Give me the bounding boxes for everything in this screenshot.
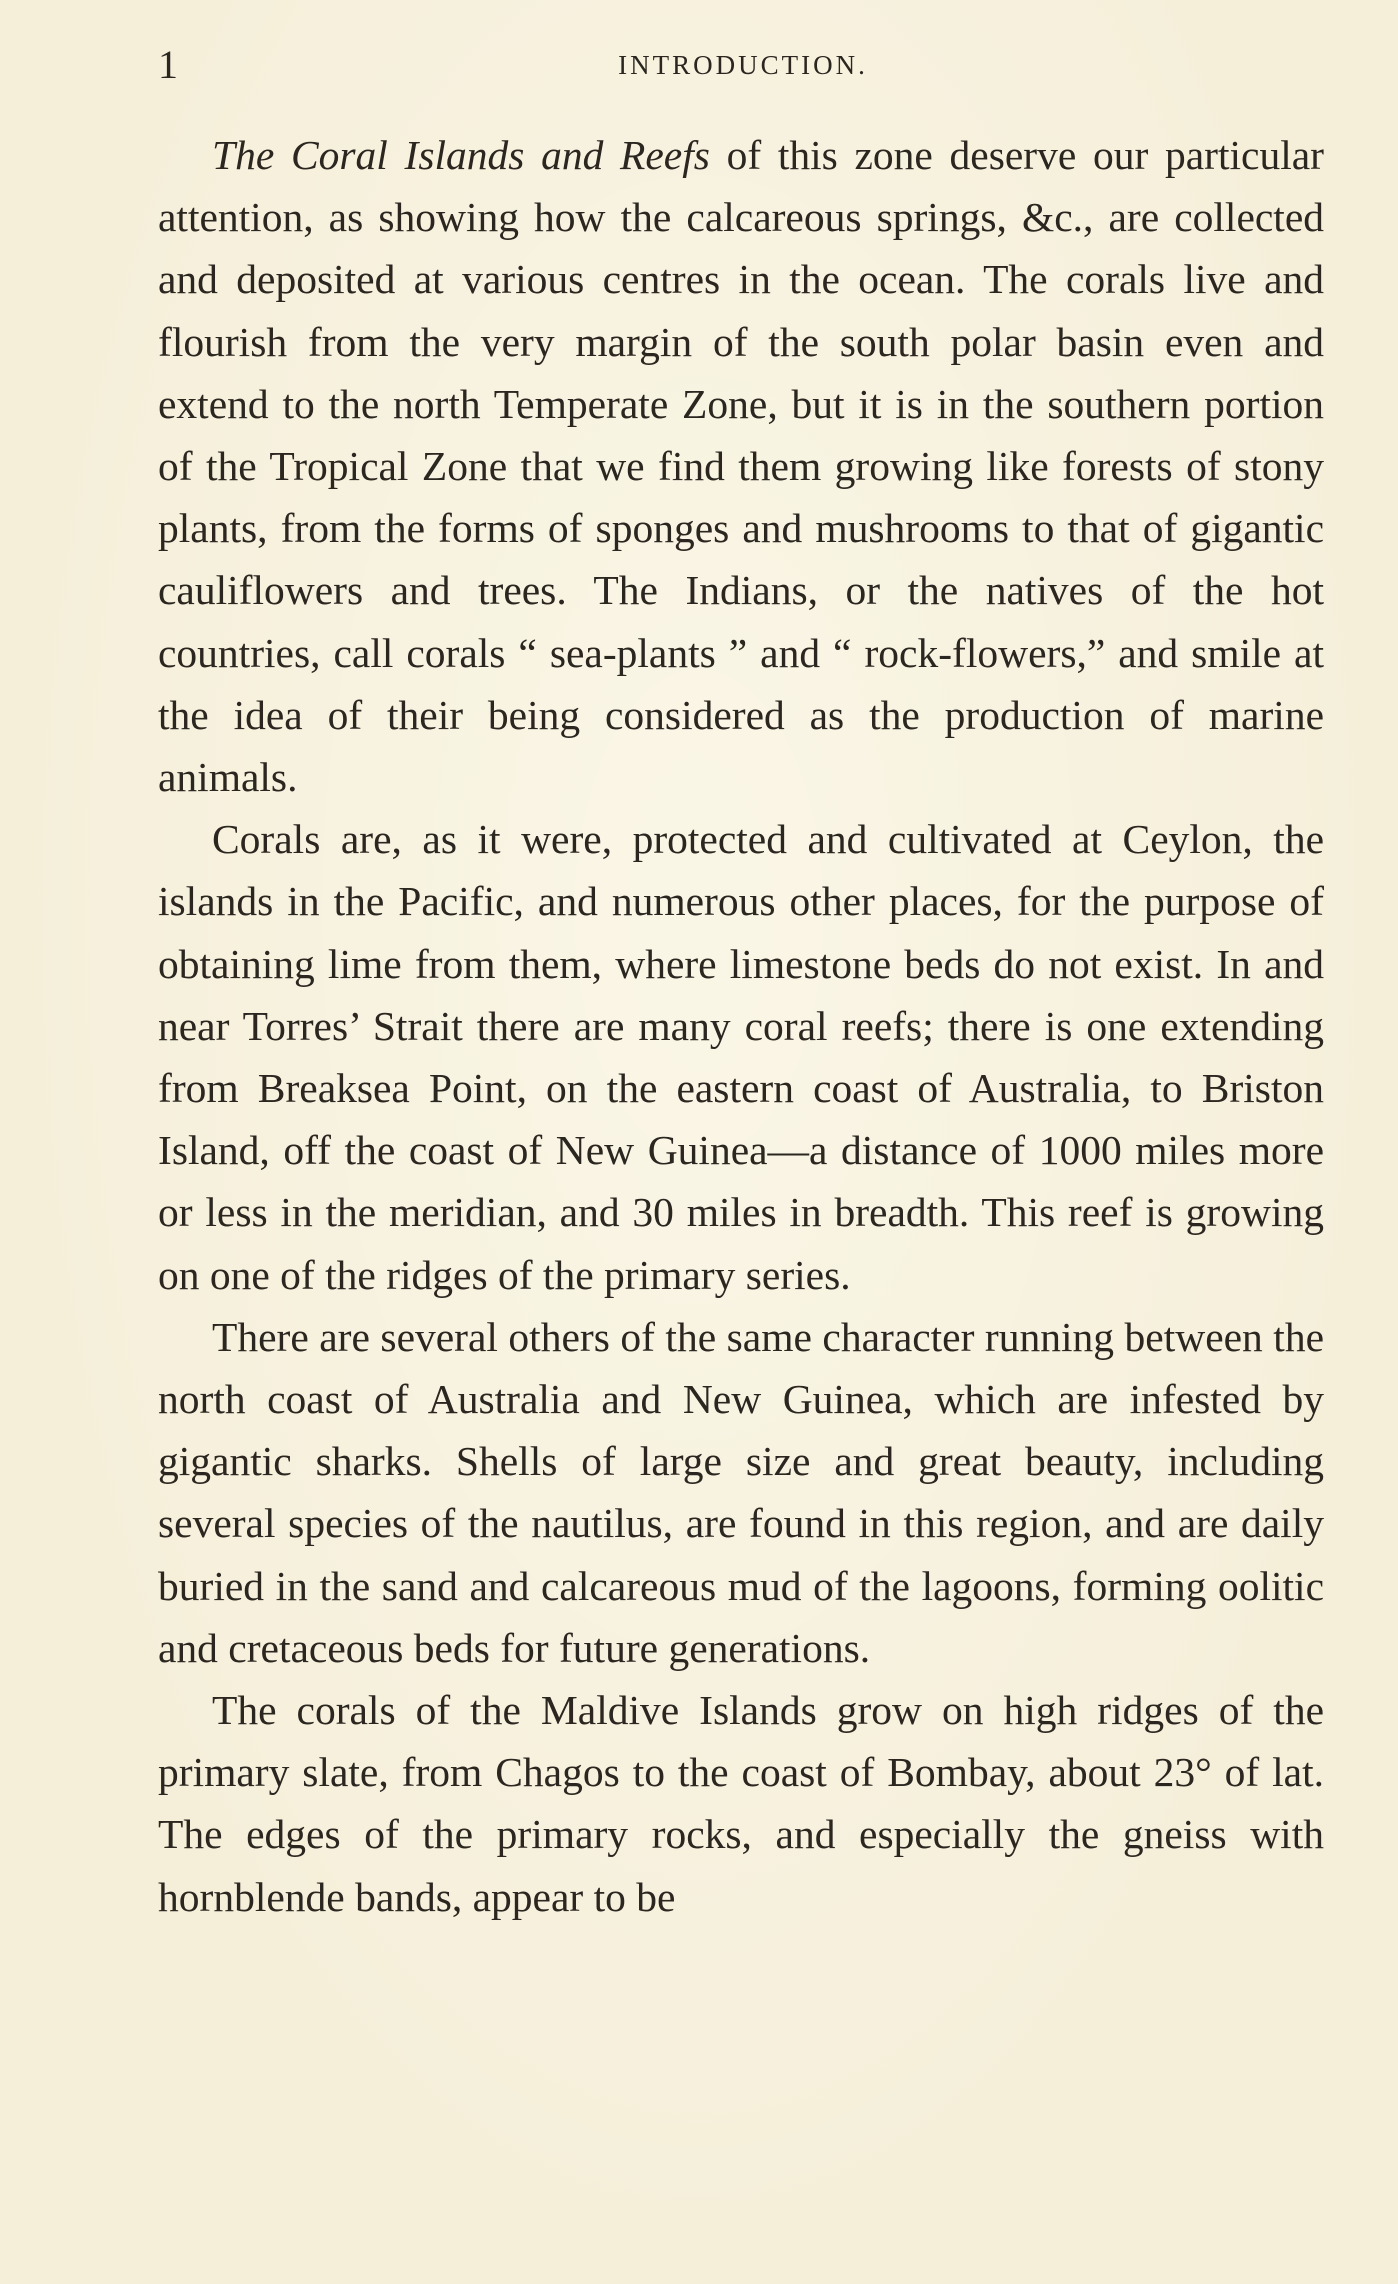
page-number: 1: [158, 42, 178, 87]
paragraph-text: There are several others of the same character running between the north coast of Australia and New Guinea, which are infested by gigantic sharks. Shells of large size and great beauty, including several species of the nautilus, are found in this region, and are daily buried in the sand and calcareous mud of the lagoons, forming oolitic and cretaceous beds for future generations.: [158, 1313, 1324, 1671]
paragraph-text: Corals are, as it were, protected and cultivated at Ceylon, the islands in the Pacific, and numerous other places, for the purpose of obtaining lime from them, where limestone beds do not exist. In and near Torres’ Strait there are many coral reefs; there is one extending from Breaksea Point, on the eastern coast of Australia, to Briston Island, off the coast of New Guinea—a distance of 1000 miles more or less in the meridian, and 30 miles in breadth. This reef is growing on one of the ridges of the primary series.: [158, 816, 1324, 1298]
paragraph-text: of this zone deserve our particular attention, as showing how the calcareous springs, &c., are collected and deposited at various centres in the ocean. The corals live and flourish from the very margin of the south polar basin even and extend to the north Temperate Zone, but it is in the southern portion of the Tropical Zone that we find them growing like forests of stony plants, from the forms of sponges and mushrooms to that of gigantic cauliflowers and trees. The Indians, or the natives of the hot countries, call corals “ sea-plants ” and “ rock-flowers,” and smile at the idea of their being considered as the production of marine animals.: [158, 132, 1324, 801]
running-head: [158, 40, 1328, 90]
body-text: [158, 124, 1324, 1928]
running-title: INTRODUCTION.: [618, 50, 868, 80]
paragraph-coral-islands: [158, 124, 1324, 808]
paragraph-maldive-islands: [158, 1679, 1324, 1928]
italic-heading-phrase: The Coral Islands and Reefs: [212, 132, 710, 178]
paragraph-text: The corals of the Maldive Islands grow on high ridges of the primary slate, from Chagos to the coast of Bombay, about 23° of lat. The edges of the primary rocks, and especially the gneiss with hornblende bands, appear to be: [158, 1687, 1324, 1920]
paragraph-several-others: [158, 1306, 1324, 1679]
paragraph-corals-ceylon: [158, 808, 1324, 1306]
